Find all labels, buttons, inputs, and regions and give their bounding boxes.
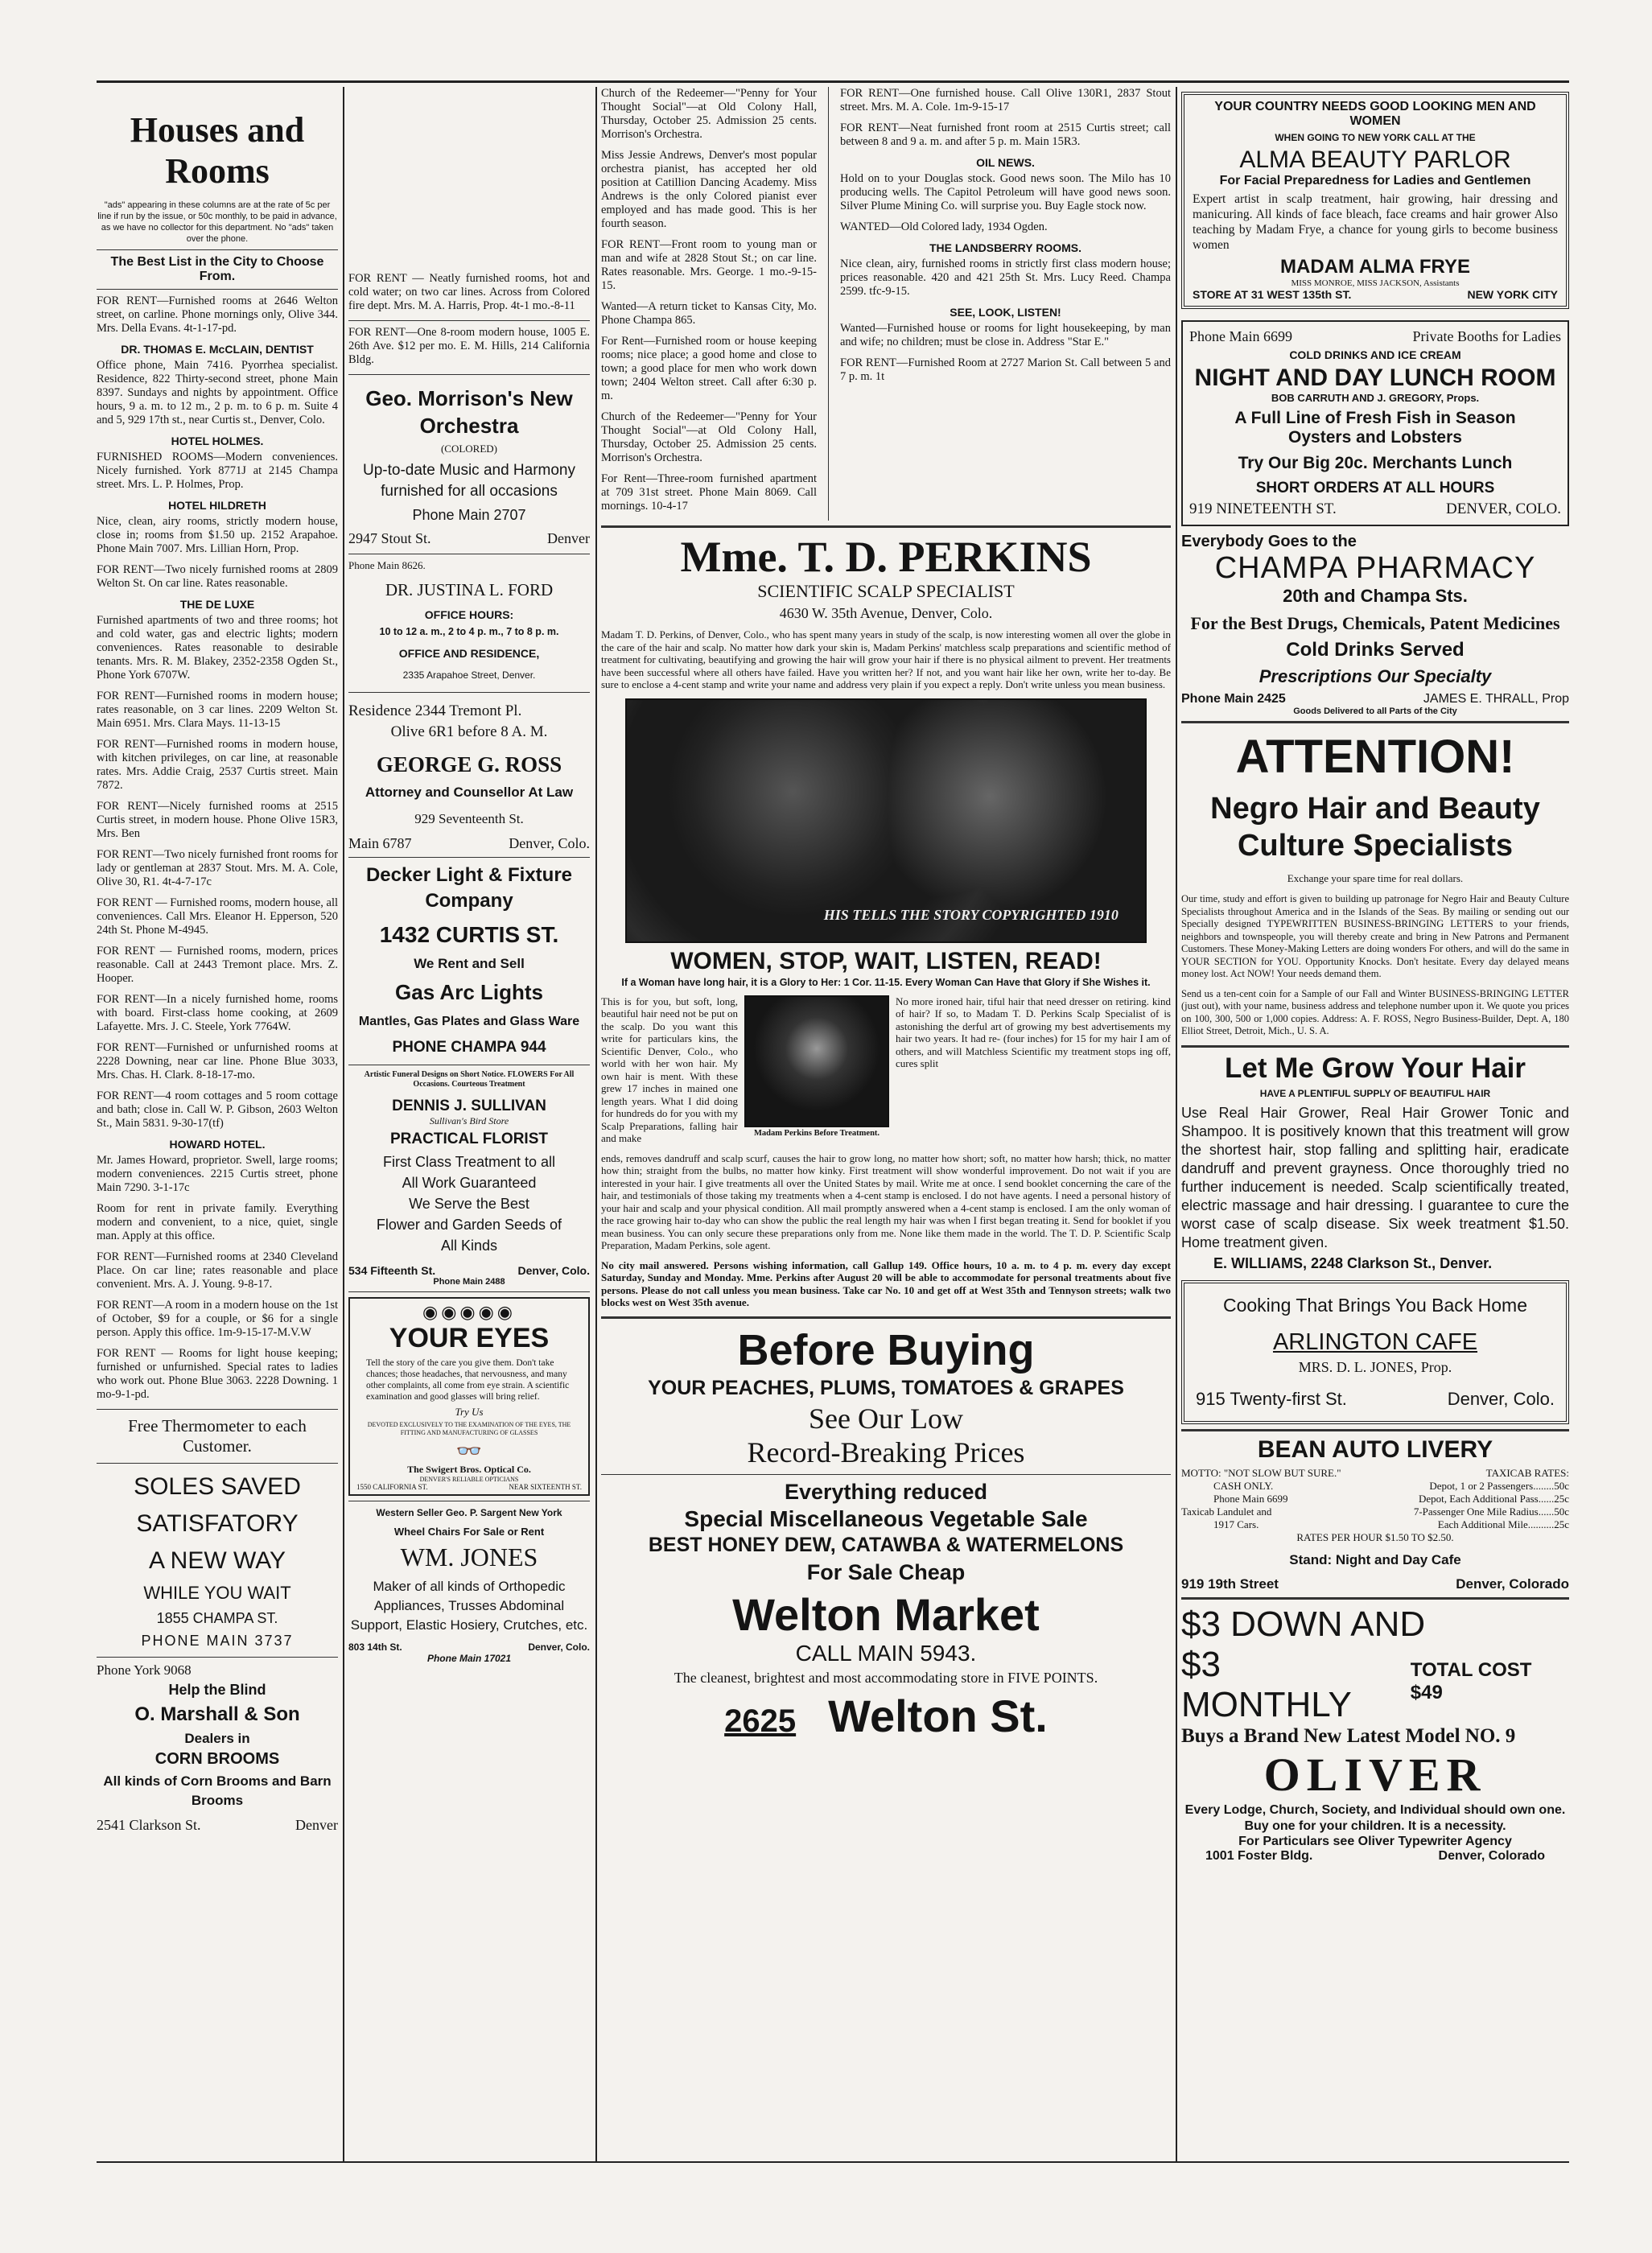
- lunch-booths: Private Booths for Ladies: [1412, 328, 1561, 344]
- bean-stand: Stand: Night and Day Cafe: [1289, 1551, 1461, 1567]
- lunch-try: Try Our Big 20c. Merchants Lunch: [1238, 454, 1513, 472]
- florist-line: All Kinds: [440, 1238, 498, 1254]
- bean-phone: Phone Main 6699: [1213, 1492, 1288, 1505]
- ford-residence-heading: OFFICE AND RESIDENCE,: [398, 647, 540, 660]
- decker-gas: Gas Arc Lights: [395, 980, 543, 1004]
- florist-phone: Phone Main 2488: [433, 1277, 505, 1287]
- ford-ad: [348, 559, 590, 681]
- florist-line: We Serve the Best: [409, 1196, 529, 1212]
- champa-cold: Cold Drinks Served: [1286, 639, 1465, 661]
- perkins-intro: Madam T. D. Perkins, of Denver, Colo., who has spent many years in study of the scalp, is now interesting women all over the globe in the care of the hair and scalp. No matter how dark your skin is, Madam Perkins' matchless scalp preparations and scientific method of treatment for cultivating, beautifying and growing the hair will grow your hair if there is no physical ailment to prevent. Her treatments have been successful where all others have failed. Have you written her? If not, and you want hair like her own, write her to-day. Be sure to enclose a 4-cent stamp and write your name and address very plain if you expect a reply. Don't write unless you mean business.: [601, 628, 1171, 690]
- landsberry-heading: THE LANDSBERRY ROOMS.: [929, 241, 1081, 254]
- soles-phone: PHONE MAIN 3737: [141, 1633, 294, 1649]
- bean-city: Denver, Colorado: [1456, 1575, 1569, 1592]
- oliver-typewriter-ad: [1181, 1604, 1569, 1864]
- soles-ad: [97, 1468, 338, 1652]
- jones-seller: Western Seller Geo. P. Sargent New York: [376, 1507, 562, 1518]
- ford-name: DR. JUSTINA L. FORD: [385, 580, 554, 599]
- best-list-heading: The Best List in the City to Choose From.: [110, 255, 324, 283]
- attention-p2: Send us a ten-cent coin for a Sample of our Fall and Winter BUSINESS-BRINGING LETTER (just out), with your name, business address and telephone number upon it. We quote you prices on 100, 300, 500 or 1,000 copies. Address: A. F. ROSS, Negro Business-Builder, Dept. A, 180 Elliot Street, Detroit, Mich., U. S. A.: [1181, 987, 1569, 1036]
- see-ad: Wanted—Furnished house or rooms for light housekeeping, by man and wife; no children; must be close in. Address "Star E.": [840, 322, 1171, 348]
- classified-left: [601, 87, 817, 521]
- decker-address: 1432 CURTIS ST.: [379, 922, 559, 947]
- classified-heading: HOWARD HOTEL.: [169, 1138, 266, 1151]
- perkins-footer: No city mail answered. Persons wishing information, call Gallup 149. Office hours, 10 a. m. to 4 p. m. every day except Saturday, Sunday and Monday. Mme. Perkins after August 20 will be able to accommodate for personal treatments about five persons. Please do not call unless you mean business. Take car No. 10 and get off at West 35th and Tennyson streets; walk two blocks west on West 35th avenue.: [601, 1258, 1171, 1308]
- classified-ad: FOR RENT—Furnished rooms at 2340 Cleveland Place. On car line; rates reasonable and place convenient. Mrs. A. J. Young. 9-8-17.: [97, 1250, 338, 1291]
- arlington-cafe-ad: [1181, 1280, 1569, 1424]
- lunch-city: DENVER, COLO.: [1445, 500, 1561, 517]
- champa-pharmacy-ad: [1181, 533, 1569, 716]
- classified-ad: Church of the Redeemer—"Penny for Your Thought Social"—at Old Colony Hall, Thursday, October 25. Admission 25 cents. Morrison's Orchestra.: [601, 410, 817, 464]
- decker-rent: We Rent and Sell: [414, 956, 525, 971]
- jones-city: Denver, Colo.: [528, 1641, 590, 1653]
- alma-name: ALMA BEAUTY PARLOR: [1239, 146, 1511, 173]
- lunch-oysters: Oysters and Lobsters: [1288, 428, 1462, 447]
- classified-ad: Room for rent in private family. Everything modern and convenient, to a nice, quiet, single man. Apply at this office.: [97, 1202, 338, 1242]
- blind-kinds: All kinds of Corn Brooms and Barn Brooms: [103, 1773, 332, 1808]
- classified-ad: FOR RENT—Front room to young man or man and wife at 2828 Stout St.; on car line. Rates reasonable. Mrs. George. 1 mo.-9-15-15.: [601, 238, 817, 292]
- classified-ad: FOR RENT—A room in a modern house on the 1st of October, $9 for a couple, or $6 for a single person. Apply this office. 1m-9-15-17-M.V.W: [97, 1299, 338, 1339]
- orchestra-name: Geo. Morrison's New Orchestra: [365, 386, 573, 438]
- attention-h2: Negro Hair and Beauty Culture Specialists: [1210, 792, 1540, 863]
- classified-ad: FOR RENT—Two nicely furnished rooms at 2809 Welton St. On car line. Rates reasonable.: [97, 563, 338, 590]
- landsberry-ad: Nice clean, airy, furnished rooms in strictly first class modern house; prices reasonable. 420 and 421 25th St. Mrs. Lucy Reed. Champa 2599. tfc-9-15.: [840, 257, 1171, 298]
- soles-line: SOLES SAVED: [134, 1473, 301, 1500]
- ross-residence: Residence 2344 Tremont Pl.: [348, 702, 522, 719]
- eyes-body: Tell the story of the care you give them. Don't take chances; those headaches, that nervousness, and many other complaints, all come from eye strain. A scientific examination and good glasses will bring relief.: [366, 1358, 570, 1402]
- orchestra-phone: Phone Main 2707: [412, 507, 526, 523]
- grow-hair-ad: [1181, 1052, 1569, 1272]
- welton-h2: YOUR PEACHES, PLUMS, TOMATOES & GRAPES: [648, 1376, 1124, 1399]
- welton-street: Welton St.: [828, 1690, 1048, 1741]
- blind-broom-ad: [97, 1662, 338, 1834]
- welton-number: 2625: [724, 1703, 797, 1739]
- perkins-title: SCIENTIFIC SCALP SPECIALIST: [757, 581, 1015, 601]
- classified-ad: FOR RENT—One furnished house. Call Olive 130R1, 2837 Stout street. Mrs. M. A. Cole. 1m-9-15-17: [840, 87, 1171, 113]
- oliver-city: Denver, Colorado: [1438, 1848, 1545, 1863]
- top-rule: [97, 80, 1569, 83]
- welton-call: CALL MAIN 5943.: [795, 1640, 977, 1666]
- oliver-l1: $3 DOWN AND: [1181, 1604, 1426, 1644]
- perkins-headline: WOMEN, STOP, WAIT, LISTEN, READ!: [670, 947, 1102, 974]
- florist-city: Denver, Colo.: [517, 1264, 590, 1277]
- oliver-l2: $3 MONTHLY: [1181, 1644, 1352, 1724]
- blind-phone: Phone York 9068: [97, 1662, 192, 1678]
- oliver-address: 1001 Foster Bldg.: [1205, 1848, 1313, 1863]
- grow-sign: E. WILLIAMS, 2248 Clarkson St., Denver.: [1213, 1254, 1493, 1271]
- classified-ad: For Rent—Furnished room or house keeping rooms; nice place; a good home and close to town; a good place for men who work down town; 2404 Welton street. Call after 6:30 p. m.: [601, 335, 817, 402]
- arlington-name: ARLINGTON CAFE: [1272, 1328, 1478, 1355]
- bean-taxicab: Taxicab Landulet and: [1181, 1505, 1272, 1518]
- attention-p1: Our time, study and effort is given to building up patronage for Negro Hair and Beauty Culture Specialists throughout America and in the Islands of the Seas. By mailing or sending out our Specially designed TYPEWRITTEN BUSINESS-BRINGING LETTERS to your friends, neighbors and townspeople, you will thereby create and bring in New Patrons and Permanent Customers. These Money-Making Letters are doing wonders For others, and will do the same in YOUR SECTION for YOU. Opportunity Knocks. Don't hesitate. Every day delayed means money lost. Act NOW! Your needs demand them.: [1181, 893, 1569, 979]
- bean-cash: CASH ONLY.: [1213, 1479, 1274, 1492]
- alma-h1: YOUR COUNTRY NEEDS GOOD LOOKING MEN AND WOMEN: [1214, 100, 1536, 128]
- soles-line: SATISFATORY: [136, 1510, 299, 1537]
- oliver-total: TOTAL COST $49: [1410, 1658, 1532, 1703]
- classified-ad: FOR RENT—Furnished rooms in modern house; rates reasonable, on 3 car lines. 2209 Welton St. Main 6951. Mrs. Clara Mays. 11-13-15: [97, 690, 338, 730]
- grow-body: Use Real Hair Grower, Real Hair Grower Tonic and Shampoo. It is positively known that this treatment will grow the shortest hair, stop falling and splitting hair, eradicate dandruff and prevent grayness. Once thoroughly tried no further inducement is needed. Scalp scientifically treated, electric massage and hair dressing. I guarantee to cure the worst case of scalp disease. Six week treatment $1.50. Home treatment given.: [1181, 1104, 1569, 1250]
- blind-brooms: CORN BROOMS: [154, 1750, 280, 1768]
- alma-sub: For Facial Preparedness for Ladies and Gentlemen: [1219, 174, 1531, 187]
- perkins-address: 4630 W. 35th Avenue, Denver, Colo.: [779, 605, 993, 621]
- jones-ad: [348, 1506, 590, 1664]
- florist-sub: Sullivan's Bird Store: [429, 1115, 509, 1126]
- welton-market-ad: [601, 1325, 1171, 1742]
- arlington-city: Denver, Colo.: [1447, 1388, 1555, 1409]
- lunch-short: SHORT ORDERS AT ALL HOURS: [1255, 480, 1495, 496]
- decker-ad: [348, 863, 590, 1056]
- perkins-quote: If a Woman have long hair, it is a Glory to Her: 1 Cor. 11-15. Every Woman Can Have that Glory if She Wishes it.: [621, 976, 1151, 988]
- before-caption: Madam Perkins Before Treatment.: [753, 1128, 880, 1138]
- rate-label: Each Additional Mile: [1437, 1518, 1528, 1530]
- perkins-ad: [601, 533, 1171, 1309]
- bean-hour: RATES PER HOUR $1.50 TO $2.50.: [1296, 1530, 1454, 1543]
- classified-ad: FOR RENT—Neat furnished front room at 2515 Curtis street; call between 8 and 9 a. m. and after 5 p. m. Main 15R3.: [840, 122, 1171, 148]
- eyes-title: YOUR EYES: [389, 1323, 550, 1353]
- alma-city: NEW YORK CITY: [1467, 288, 1558, 301]
- ross-title: Attorney and Counsellor At Law: [365, 785, 574, 800]
- oliver-buys: Buys a Brand New Latest Model NO. 9: [1181, 1724, 1516, 1747]
- jones-desc: Maker of all kinds of Orthopedic Appliances, Trusses Abdominal Support, Elastic Hosiery, Crutches, etc.: [350, 1579, 588, 1633]
- florist-line: All Work Guaranteed: [402, 1175, 537, 1191]
- ross-address: 929 Seventeenth St.: [414, 811, 524, 826]
- champa-name: CHAMPA PHARMACY: [1214, 551, 1536, 585]
- perkins-right-text: No more ironed hair, tiful hair that need dresser on retiring. kind of hair? If so, to Madam T. D. Perkins Scalp Specialist of is astonishing the derful art of growing my best advertisements my hair two years. It had re- (four inches) for 15 for my hair I am of others, and will Matchless Scientific my treatment stops ing off, cures split: [896, 995, 1171, 1069]
- eyes-devoted: DEVOTED EXCLUSIVELY TO THE EXAMINATION OF THE EYES, THE FITTING AND MANUFACTURING OF GLASSES: [367, 1421, 571, 1436]
- perkins-left-text: This is for you, but soft, long, beautiful hair need not be put on the scalp. Do you want this write for particulars kins, the Scientific Denver, Colo., who world with her won hair. My own hair is ment. With these grew 17 inches in mained one length years. What I did doing for hundreds do for you with my Scalp Preparations, falling hair and make: [601, 995, 738, 1144]
- welton-name: Welton Market: [732, 1588, 1040, 1640]
- florist-line: First Class Treatment to all: [382, 1154, 556, 1170]
- ross-phone: Main 6787: [348, 835, 412, 851]
- classified-ad: Miss Jessie Andrews, Denver's most popular orchestra pianist, has accepted her old position at Catillion Dancing Academy. Miss Andrews is the only Colored pianist ever employed and has made good. This is her fourth season.: [601, 149, 817, 230]
- florist-line: Flower and Garden Seeds of: [376, 1217, 562, 1233]
- rates-note: "ads" appearing in these columns are at the rate of 5c per line if run by the issue, or 50c monthly, to be paid in advance, as we have no collector for this department. No "ads" taken over the phone.: [97, 200, 337, 244]
- florist-tag: Artistic Funeral Designs on Short Notice. FLOWERS For All Occasions. Courteous Treatment: [364, 1070, 575, 1089]
- bean-rates-heading: TAXICAB RATES:: [1485, 1466, 1569, 1479]
- classified-ad: FOR RENT — Furnished rooms, modern house, all conveniences. Call Mrs. Eleanor H. Epperson, 520 24th St. Phone M-4945.: [97, 896, 338, 937]
- center-classifieds: [601, 87, 1171, 521]
- arlington-prop: MRS. D. L. JONES, Prop.: [1298, 1358, 1452, 1375]
- arlington-address: 915 Twenty-first St.: [1196, 1388, 1347, 1409]
- decker-name: Decker Light & Fixture Company: [365, 864, 573, 912]
- classified-ad: For Rent—Three-room furnished apartment at 709 31st street. Phone Main 8069. Call mornings. 10-4-17: [601, 472, 817, 513]
- welton-h1: Before Buying: [737, 1325, 1035, 1374]
- section-heading: Houses and Rooms: [130, 110, 305, 191]
- orchestra-address: 2947 Stout St.: [348, 530, 431, 546]
- rate-price: 50c: [1554, 1479, 1569, 1492]
- classified-ad: FOR RENT—In a nicely furnished home, rooms with board. First-class home cooking, at 2609 Lafayette. Mrs. J. C. Steele, York 7764W.: [97, 993, 338, 1033]
- champa-goods: Goods Delivered to all Parts of the City: [1293, 706, 1457, 716]
- rate-price: 25c: [1554, 1492, 1569, 1505]
- champa-best: For the Best Drugs, Chemicals, Patent Medicines: [1190, 613, 1560, 633]
- ross-olive: Olive 6R1 before 8 A. M.: [390, 723, 548, 740]
- alma-owner: MADAM ALMA FRYE: [1280, 256, 1470, 278]
- eyes-ad: [348, 1297, 590, 1496]
- alma-h2: WHEN GOING TO NEW YORK CALL AT THE: [1275, 132, 1476, 143]
- orchestra-desc: Up-to-date Music and Harmony furnished for all occasions: [363, 462, 575, 500]
- arlington-h1: Cooking That Brings You Back Home: [1222, 1294, 1528, 1316]
- welton-h4: Record-Breaking Prices: [747, 1435, 1025, 1468]
- classified-heading: THE DE LUXE: [179, 598, 255, 611]
- rate-label: 7-Passenger One Mile Radius: [1413, 1505, 1539, 1518]
- eyes-address: 1550 CALIFORNIA ST.: [356, 1483, 428, 1491]
- classified-ad: FOR RENT—One 8-room modern house, 1005 E. 26th Ave. $12 per mo. E. M. Hills, 214 California Bldg.: [348, 326, 590, 366]
- jones-chairs: Wheel Chairs For Sale or Rent: [393, 1526, 545, 1538]
- classified-list: [97, 294, 338, 1402]
- soles-address: 1855 CHAMPA ST.: [156, 1610, 278, 1626]
- ford-hours: 10 to 12 a. m., 2 to 4 p. m., 7 to 8 p. m.: [379, 626, 559, 637]
- orchestra-ad: [348, 385, 590, 547]
- oliver-every: Every Lodge, Church, Society, and Individual should own one. Buy one for your children. It is a necessity.: [1184, 1802, 1566, 1833]
- grow-h1: Let Me Grow Your Hair: [1224, 1052, 1526, 1084]
- classified-ad: Office phone, Main 7416. Pyorrhea specialist. Residence, 822 Thirty-second street, phone Main 8397. Sundays and nights by appointment. Office hours, 9 a. m. to 12 m., 2 p. m. to 6 p. m. Suite 4 and 5, 929 17th st., near Curtis st., Denver, Colo.: [97, 359, 338, 426]
- ford-phone: Phone Main 8626.: [348, 559, 426, 571]
- bean-motto: MOTTO: "NOT SLOW BUT SURE.": [1181, 1466, 1341, 1479]
- ford-hours-heading: OFFICE HOURS:: [424, 608, 514, 621]
- classified-ad: FOR RENT—Furnished rooms at 2646 Welton street, on carline. Phone mornings only, Olive 344. Mrs. Della Evans. 4t-1-17-pd.: [97, 294, 338, 335]
- decker-mantles: Mantles, Gas Plates and Glass Ware: [358, 1015, 580, 1028]
- welton-h6: Special Miscellaneous Vegetable Sale: [684, 1505, 1088, 1531]
- classified-heading: DR. THOMAS E. McCLAIN, DENTIST: [121, 343, 314, 356]
- classified-ad: Wanted—A return ticket to Kansas City, Mo. Phone Champa 865.: [601, 300, 817, 327]
- oliver-name: OLIVER: [1263, 1748, 1487, 1801]
- classified-ad: FOR RENT—Furnished or unfurnished rooms at 2228 Downing, near car line. Phone Blue 3033, Mrs. Chas. H. Clark. 8-18-17-mo.: [97, 1041, 338, 1081]
- classified-ad: FOR RENT — Rooms for light house keeping; furnished or unfurnished. Special rates to ladies who work out. Phone Blue 3063. 2228 Downing. 1 mo-9-1-pd.: [97, 1347, 338, 1401]
- classified-ad: FURNISHED ROOMS—Modern conveniences. Nicely furnished. York 8771J at 2145 Champa street. Mrs. L. P. Holmes, Prop.: [97, 451, 338, 491]
- eyes-company-sub: DENVER'S RELIABLE OPTICIANS: [419, 1476, 519, 1483]
- florist-title: PRACTICAL FLORIST: [390, 1131, 548, 1147]
- classified-ad: Mr. James Howard, proprietor. Swell, large rooms; modern conveniences. 2215 Curtis street, phone Main 7290. 3-1-17c: [97, 1154, 338, 1194]
- grow-h2: HAVE A PLENTIFUL SUPPLY OF BEAUTIFUL HAIR: [1259, 1087, 1491, 1099]
- ross-name: GEORGE G. ROSS: [376, 752, 562, 776]
- lunch-fish: A Full Line of Fresh Fish in Season: [1234, 409, 1516, 427]
- eyes-row-icon: ◉◉◉◉◉: [422, 1302, 516, 1322]
- rate-label: Depot, 1 or 2 Passengers: [1429, 1479, 1534, 1492]
- column-rule: [1176, 87, 1177, 2163]
- oliver-part: For Particulars see Oliver Typewriter Agency: [1238, 1834, 1512, 1848]
- classified-heading: HOTEL HOLMES.: [171, 435, 264, 447]
- alma-ad: [1181, 92, 1569, 309]
- see-heading: SEE, LOOK, LISTEN!: [950, 306, 1061, 319]
- classified-ad: Nice, clean, airy rooms, strictly modern house, close in; rooms from $1.50 up. 2152 Arapahoe. Phone Main 7007. Mrs. Lillian Horn, Prop.: [97, 515, 338, 555]
- column-rule: [595, 87, 597, 2163]
- right-ads-column: [1181, 87, 1569, 2163]
- blind-address: 2541 Clarkson St.: [97, 1817, 201, 1833]
- jones-phone: Phone Main 17021: [426, 1653, 512, 1664]
- classified-ad: FOR RENT—4 room cottages and 5 room cottage and bath; close in. Call W. P. Gibson, 2603 Welton St., Main 5831. 9-30-17(tf): [97, 1089, 338, 1130]
- welton-h3: See Our Low: [809, 1402, 963, 1435]
- lunch-props: BOB CARRUTH AND J. GREGORY, Props.: [1271, 392, 1480, 404]
- rate-label: Depot, Each Additional Pass: [1418, 1492, 1539, 1505]
- jones-address: 803 14th St.: [348, 1641, 402, 1653]
- rate-price: 50c: [1554, 1505, 1569, 1518]
- houses-and-rooms-column: [97, 87, 338, 2163]
- classified-right: [840, 87, 1171, 521]
- column-rule: [343, 87, 344, 2163]
- perkins-name: Mme. T. D. PERKINS: [680, 533, 1092, 581]
- photo-caption: HIS TELLS THE STORY COPYRIGHTED 1910: [823, 906, 1118, 923]
- wanted-ad: WANTED—Old Colored lady, 1934 Ogden.: [840, 220, 1048, 233]
- champa-corner: 20th and Champa Sts.: [1283, 586, 1468, 606]
- center-column: [601, 87, 1171, 2163]
- oil-news: Hold on to your Douglas stock. Good news soon. The Milo has 10 producing wells. The Capitol Petroleum will have good news soon. Silver Plume Mining Co. will surprise you. Buy Eagle stock now.: [840, 172, 1171, 212]
- eyes-near: NEAR SIXTEENTH ST.: [509, 1483, 582, 1491]
- welton-h7: BEST HONEY DEW, CATAWBA & WATERMELONS: [648, 1533, 1124, 1556]
- perkins-body: ends, removes dandruff and scalp scurf, causes the hair to grow long, no matter how short; soft, no matter how harsh; thick, no matter how thin; straight from the bulbs, no matter how kinky. First treatment will show wonderful improvement. Do not wait if you are interested in your hair. I give treatments all over the United States by mail. Write me at once. I send booklet concerning the care of the hair, and testimonials of those taking my treatments when a 4-cent stamp is enclosed. I do not have agents. I need a personal history of your hair and scalp and your physical condition. All mail promptly answered when a 4-cent stamp is enclosed. I am the only woman of the race growing hair to-day who can show the public the real length my hair was when I first began treating it. Send for booklet if you mean business. You can only secure these preparations only from me. None like them made in the world. The T. D. P. Scientific Scalp Preparation, Madam Perkins, sole agent.: [601, 1151, 1171, 1251]
- orchestra-city: Denver: [547, 530, 590, 546]
- attention-ad: [1181, 730, 1569, 1038]
- orchestra-colored: (COLORED): [440, 443, 498, 455]
- lunch-address: 919 NINETEENTH ST.: [1189, 500, 1337, 517]
- oil-heading: OIL NEWS.: [976, 156, 1035, 169]
- welton-h8: For Sale Cheap: [806, 1559, 966, 1584]
- marion-ad: FOR RENT—Furnished Room at 2727 Marion St. Call between 5 and 7 p. m. 1t: [840, 356, 1171, 383]
- classified-ad: FOR RENT—Two nicely furnished front rooms for lady or gentleman at 2837 Stout. Mrs. M. A. Cole, Olive 30, R1. 4t-4-7-17c: [97, 848, 338, 888]
- lunch-room-ad: [1181, 320, 1569, 526]
- soles-line: WHILE YOU WAIT: [143, 1583, 291, 1603]
- lunch-phone: Phone Main 6699: [1189, 328, 1292, 344]
- blind-help: Help the Blind: [168, 1682, 266, 1698]
- perkins-before-photo: [744, 995, 889, 1127]
- eyes-company: The Swigert Bros. Optical Co.: [407, 1464, 531, 1475]
- classified-ad: FOR RENT—Furnished rooms in modern house, with kitchen privileges, on car line, at reasonable rates. Mrs. Addie Craig, 2537 Curtis street. Main 7872.: [97, 738, 338, 792]
- perkins-hair-photo: [625, 698, 1147, 943]
- alma-store: STORE AT 31 WEST 135th ST.: [1193, 288, 1352, 301]
- bean-auto-livery-ad: BEAN AUTO LIVERY MOTTO: "NOT SLOW BUT SURE." TAXICAB RATES: CASH ONLY. Depot, 1 or 2 Passengers........50c Phone Main 6699 Depot, Each Additional Pass......25c Taxicab Landulet and 7-Passenger One Mile Radius......50c 1917 Cars. Each Additional Mile..........25c RATES PER HOUR $1.50 TO $2.50. Stand: Night and Day Cafe 919 19th Street Denver, Colorado: [1181, 1435, 1569, 1592]
- eyes-try: Try Us: [455, 1406, 484, 1418]
- soles-line: A NEW WAY: [148, 1547, 286, 1574]
- bean-cars: 1917 Cars.: [1213, 1518, 1259, 1530]
- classified-ad: FOR RENT — Furnished rooms, modern, prices reasonable. Call at 2443 Tremont place. Mrs. Z. Hooper.: [97, 945, 338, 985]
- blind-name: O. Marshall & Son: [134, 1703, 300, 1725]
- champa-phone: Phone Main 2425: [1181, 692, 1286, 706]
- florist-name: DENNIS J. SULLIVAN: [392, 1098, 546, 1114]
- classified-heading: HOTEL HILDRETH: [168, 499, 266, 512]
- blind-city: Denver: [295, 1817, 338, 1833]
- classified-ad: Furnished apartments of two and three rooms; hot and cold water, gas and electric lights; modern conveniences. Rates reasonable to desirable tenants. Mrs. R. M. Blakey, 2352-2358 Ogden St., Phone York 6707W.: [97, 614, 338, 682]
- lunch-drinks: COLD DRINKS AND ICE CREAM: [1289, 348, 1461, 361]
- rate-price: 25c: [1554, 1518, 1569, 1530]
- champa-prop: JAMES E. THRALL, Prop: [1423, 692, 1569, 706]
- ford-address: 2335 Arapahoe Street, Denver.: [402, 669, 536, 681]
- alma-body: Expert artist in scalp treatment, hair growing, hair dressing and manicuring. All kinds of face bleach, face creams and hair grower Also teaching by Madam Frye, a chance for young girls to become business women: [1193, 192, 1558, 252]
- business-directory-column: [348, 87, 590, 2163]
- classified-ad: FOR RENT—Nicely furnished rooms at 2515 Curtis street, in modern house. Phone Olive 15R3, Mrs. Ben: [97, 800, 338, 840]
- florist-address: 534 Fifteenth St.: [348, 1264, 436, 1277]
- bean-address: 919 19th Street: [1181, 1575, 1279, 1592]
- eyeglasses-icon: 👓: [455, 1440, 483, 1463]
- thermometer-offer: Free Thermometer to each Customer.: [128, 1416, 307, 1456]
- welton-h5: Everything reduced: [784, 1479, 988, 1504]
- bean-name: BEAN AUTO LIVERY: [1257, 1435, 1493, 1463]
- alma-assistants: MISS MONROE, MISS JACKSON, Assistants: [1291, 278, 1460, 288]
- ross-ad: [348, 701, 590, 852]
- ross-city: Denver, Colo.: [509, 835, 590, 851]
- decker-phone: PHONE CHAMPA 944: [392, 1039, 546, 1056]
- lunch-name: NIGHT AND DAY LUNCH ROOM: [1194, 365, 1556, 391]
- blind-dealers: Dealers in: [184, 1731, 250, 1746]
- florist-ad: [348, 1070, 590, 1287]
- attention-h1: ATTENTION!: [1235, 731, 1515, 783]
- classified-ad: FOR RENT — Neatly furnished rooms, hot and cold water; on two car lines. Across from Colored fire dept. Mrs. M. A. Harris, Prop. 4t-1 mo.-8-11: [348, 272, 590, 312]
- classified-ad: Church of the Redeemer—"Penny for Your Thought Social"—at Old Colony Hall, Thursday, October 25. Admission 25 cents. Morrison's Orchestra.: [601, 87, 817, 141]
- champa-rx: Prescriptions Our Specialty: [1259, 666, 1492, 686]
- attention-sub: Exchange your spare time for real dollars.: [1287, 872, 1464, 884]
- champa-everybody: Everybody Goes to the: [1181, 533, 1357, 550]
- welton-desc: The cleanest, brightest and most accommodating store in FIVE POINTS.: [674, 1669, 1098, 1686]
- jones-name: WM. JONES: [400, 1543, 538, 1571]
- newspaper-page: [97, 87, 1569, 2163]
